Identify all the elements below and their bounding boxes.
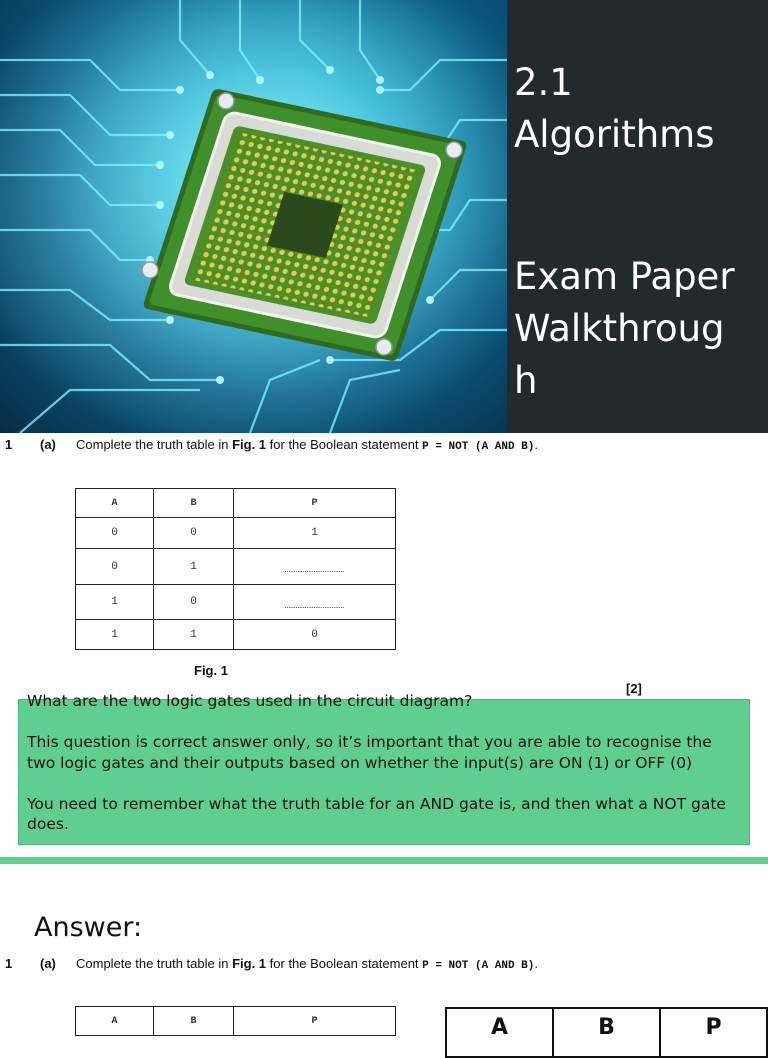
header-p: P: [660, 1008, 767, 1057]
cover-slide: [0, 0, 768, 433]
title-line: Walkthroug: [514, 307, 725, 350]
question-part: (a): [40, 956, 56, 971]
header-a: A: [76, 1007, 154, 1036]
cell: 1: [76, 620, 154, 650]
cell: 0: [234, 620, 396, 650]
cell: 0: [76, 518, 154, 549]
title-line: h: [514, 359, 538, 402]
cell: 1: [234, 518, 396, 549]
answer-blank: ……………………………: [234, 585, 396, 620]
section-divider: [0, 857, 768, 864]
header-b: B: [154, 489, 234, 518]
cell: 0: [154, 518, 234, 549]
header-p: P: [234, 489, 396, 518]
circuit-board-image: [0, 0, 507, 433]
title-line: Exam Paper: [514, 255, 735, 298]
cell: 1: [76, 585, 154, 620]
cell: 1: [154, 549, 234, 585]
figure-label: Fig. 1: [194, 663, 228, 678]
header-b: B: [154, 1007, 234, 1036]
boolean-statement: P = NOT (A AND B): [422, 960, 535, 972]
cell: 0: [76, 549, 154, 585]
question-number: 1: [5, 437, 13, 452]
question-number: 1: [5, 956, 13, 971]
question-text: Complete the truth table in Fig. 1 for the Boolean statement P = NOT (A AND B).: [76, 437, 538, 453]
title-panel: [507, 0, 768, 433]
hint-text: [27, 691, 742, 835]
hint-paragraph: You need to remember what the truth table for an AND gate is, and then what a NOT gate does.: [27, 794, 726, 833]
header-a: A: [446, 1008, 553, 1057]
question-text: Complete the truth table in Fig. 1 for the Boolean statement P = NOT (A AND B).: [76, 956, 538, 972]
header-b: B: [553, 1008, 660, 1057]
cell: 0: [154, 585, 234, 620]
marks-label: [2]: [626, 681, 642, 696]
answer-blank: ……………………………: [234, 549, 396, 585]
question-part: (a): [40, 437, 56, 452]
cell: 1: [154, 620, 234, 650]
answer-truth-table: [75, 1006, 396, 1036]
cpu-chip-image: [0, 0, 507, 433]
header-p: P: [234, 1007, 396, 1036]
answer-heading: Answer:: [34, 912, 143, 943]
header-a: A: [76, 489, 154, 518]
title-line: Algorithms: [514, 113, 715, 156]
hint-paragraph: What are the two logic gates used in the circuit diagram?: [27, 692, 473, 710]
title-line: 2.1: [514, 61, 573, 104]
side-truth-table: [445, 1007, 768, 1058]
truth-table: [75, 488, 396, 650]
boolean-statement: P = NOT (A AND B): [422, 441, 535, 453]
hint-paragraph: This question is correct answer only, so it’s important that you are able to recognise the two logic gates and their outputs based on whether the input(s) are ON (1) or OFF (0): [27, 733, 712, 772]
